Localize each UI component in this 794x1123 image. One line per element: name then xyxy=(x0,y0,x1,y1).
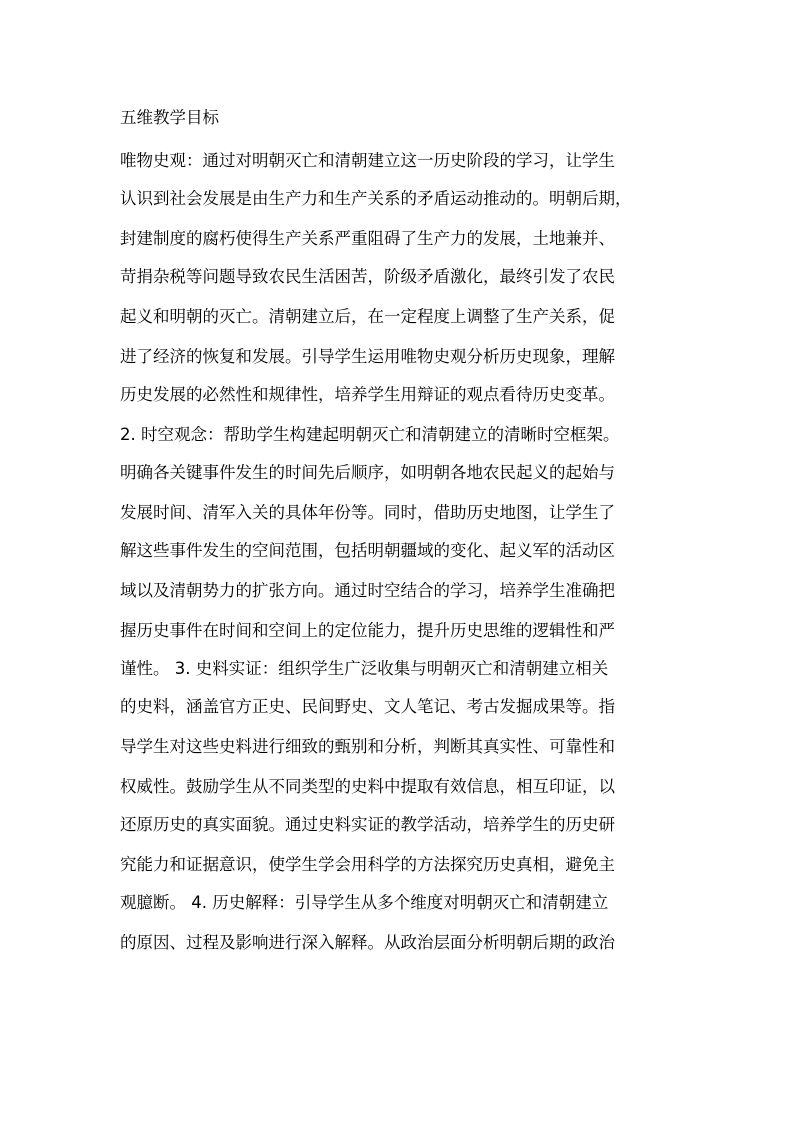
body-text-line: 谨性。 3. 史料实证：组织学生广泛收集与明朝灭亡和清朝建立相关 xyxy=(120,659,609,678)
body-text-line: 解这些事件发生的空间范围，包括明朝疆域的变化、起义军的活动区 xyxy=(120,541,615,560)
body-text-line: 明确各关键事件发生的时间先后顺序，如明朝各地农民起义的起始与 xyxy=(120,463,615,482)
body-text-line: 进了经济的恢复和发展。引导学生运用唯物史观分析历史现象，理解 xyxy=(120,347,615,366)
body-text-line: 苛捐杂税等问题导致农民生活困苦，阶级矛盾激化，最终引发了农民 xyxy=(120,267,615,286)
body-text-line: 2. 时空观念：帮助学生构建起明朝灭亡和清朝建立的清晰时空框架。 xyxy=(120,425,620,444)
body-text-line: 历史发展的必然性和规律性，培养学生用辩证的观点看待历史变革。 xyxy=(120,385,615,404)
body-text-line: 的史料，涵盖官方正史、民间野史、文人笔记、考古发掘成果等。指 xyxy=(120,697,615,716)
section-heading: 五维教学目标 xyxy=(120,108,219,127)
body-text-line: 究能力和证据意识，使学生学会用科学的方法探究历史真相，避免主 xyxy=(120,855,615,874)
body-text-line: 认识到社会发展是由生产力和生产关系的矛盾运动推动的。明朝后期， xyxy=(120,189,632,208)
body-text-line: 域以及清朝势力的扩张方向。通过时空结合的学习，培养学生准确把 xyxy=(120,581,615,600)
body-text-line: 还原历史的真实面貌。通过史料实证的教学活动，培养学生的历史研 xyxy=(120,815,615,834)
body-text-line: 权威性。鼓励学生从不同类型的史料中提取有效信息，相互印证，以 xyxy=(120,777,615,796)
body-text-line: 唯物史观：通过对明朝灭亡和清朝建立这一历史阶段的学习，让学生 xyxy=(120,151,615,170)
body-text-line: 握历史事件在时间和空间上的定位能力，提升历史思维的逻辑性和严 xyxy=(120,621,615,640)
body-text-line: 导学生对这些史料进行细致的甄别和分析，判断其真实性、可靠性和 xyxy=(120,737,615,756)
body-text-line: 起义和明朝的灭亡。清朝建立后，在一定程度上调整了生产关系，促 xyxy=(120,307,615,326)
body-text-line: 观臆断。 4. 历史解释：引导学生从多个维度对明朝灭亡和清朝建立 xyxy=(120,893,609,912)
body-text-line: 发展时间、清军入关的具体年份等。同时，借助历史地图，让学生了 xyxy=(120,503,615,522)
body-text-line: 封建制度的腐朽使得生产关系严重阻碍了生产力的发展，土地兼并、 xyxy=(120,229,615,248)
body-text-line: 的原因、过程及影响进行深入解释。从政治层面分析明朝后期的政治 xyxy=(120,933,615,952)
